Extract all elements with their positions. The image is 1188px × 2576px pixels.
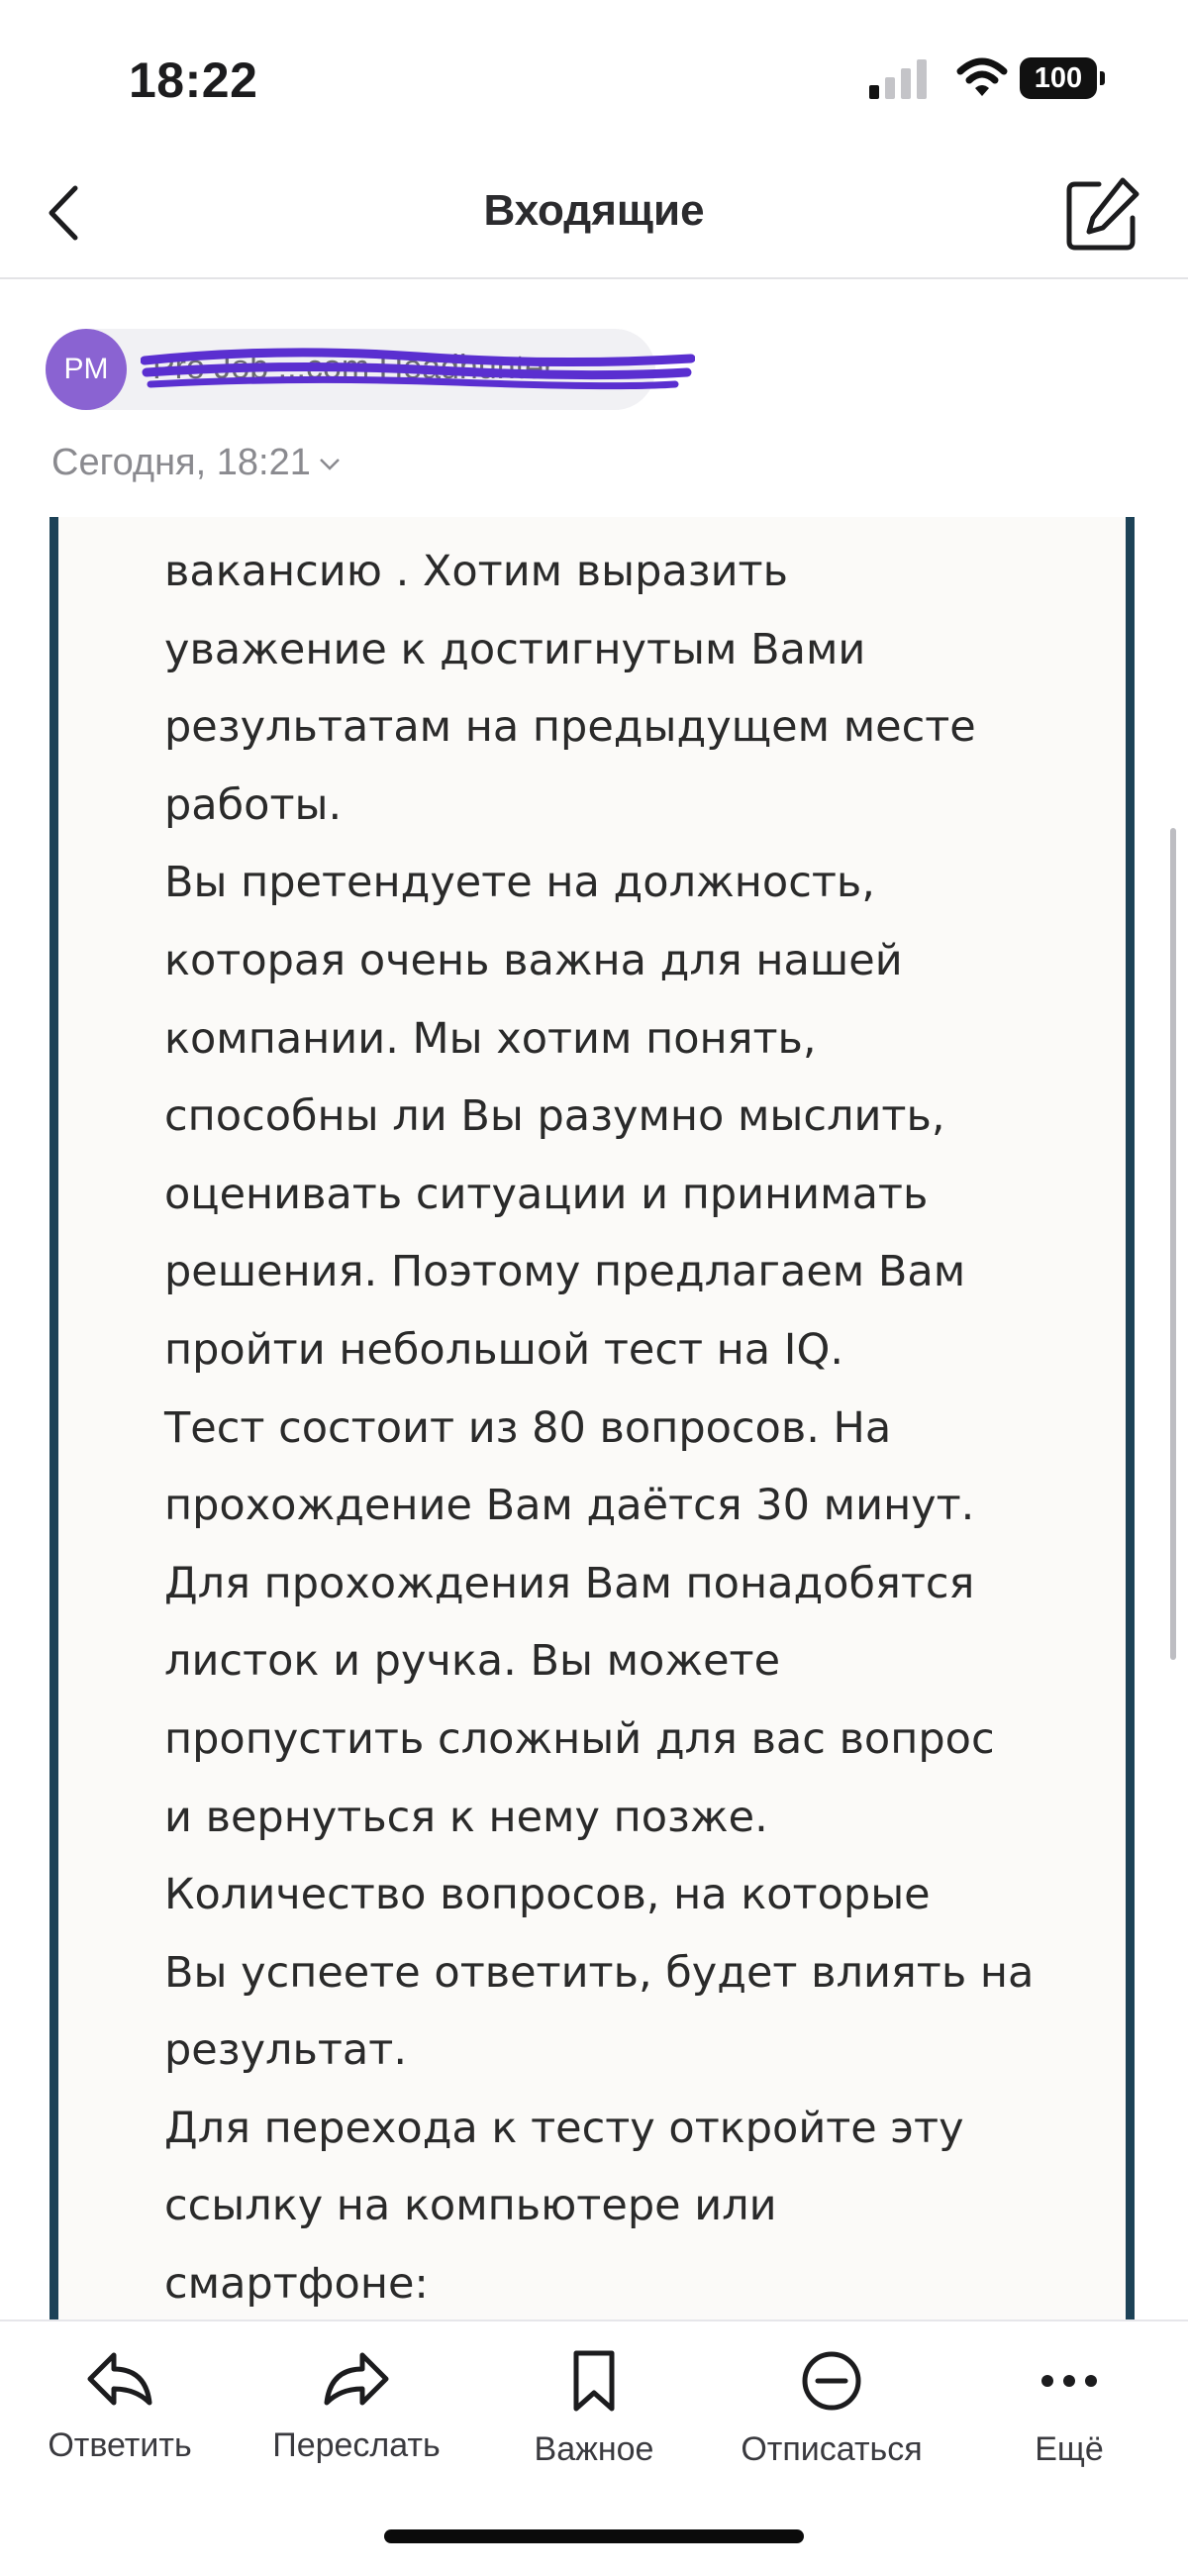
reply-label: Ответить xyxy=(48,2426,192,2464)
message-text: вакансию . Хотим выразить уважение к достигнутым Вами результатам на предыдущем месте работы. Вы претендуете на должность, которая очень важна для нашей компании. Мы хотим понять, способны ли Вы разумно мыслить, оценивать ситуации и принимать решения. Поэтому предлагаем Вам пройти небольшой тест на IQ. Тест состоит из 80 вопросов. На прохождение Вам даётся 30 минут. Для прохождения Вам понадобятся листок и ручка. Вы можете пропустить сложный для вас вопрос и вернуться к нему позже. Количество вопросов, на которые Вы успеете ответить, будет влиять на результат. Для перехода к тесту откройте эту ссылку на компьютере или смартфоне: xyxy=(164,547,1035,2310)
scrollbar[interactable] xyxy=(1170,828,1176,1660)
avatar: PM xyxy=(46,329,127,410)
content-border-right xyxy=(1126,517,1135,2319)
important-button[interactable] xyxy=(503,2349,685,2498)
message-body xyxy=(50,517,1135,2319)
forward-label: Переслать xyxy=(272,2426,441,2464)
wifi-icon xyxy=(956,55,1008,99)
home-indicator[interactable] xyxy=(384,2529,804,2543)
page-title: Входящие xyxy=(483,186,705,235)
chevron-down-icon xyxy=(319,458,341,471)
battery-level: 100 xyxy=(1034,62,1083,94)
status-time: 18:22 xyxy=(129,52,258,108)
back-chevron-icon[interactable] xyxy=(36,178,95,248)
navigation-bar xyxy=(0,149,1188,279)
important-label: Важное xyxy=(534,2430,654,2468)
compose-icon[interactable] xyxy=(1063,174,1142,254)
unsubscribe-icon xyxy=(800,2349,863,2413)
content-border-left xyxy=(50,517,58,2319)
reply-button[interactable] xyxy=(26,2349,214,2498)
more-button[interactable] xyxy=(1000,2349,1138,2498)
message-date[interactable] xyxy=(51,442,341,484)
reply-icon xyxy=(84,2349,155,2409)
bookmark-icon xyxy=(564,2349,624,2413)
status-bar xyxy=(0,0,1188,149)
unsubscribe-button[interactable] xyxy=(717,2349,946,2498)
forward-button[interactable] xyxy=(248,2349,465,2498)
date-text: Сегодня, 18:21 xyxy=(51,442,311,483)
unsubscribe-label: Отписаться xyxy=(741,2430,923,2468)
sender-name: Pro Job ...com Headhunter xyxy=(152,349,555,386)
signal-icon xyxy=(867,57,931,99)
more-icon xyxy=(1038,2349,1101,2413)
sender-chip[interactable] xyxy=(46,329,655,410)
more-label: Ещё xyxy=(1035,2430,1104,2468)
battery-icon xyxy=(1020,57,1107,101)
forward-icon xyxy=(321,2349,392,2409)
